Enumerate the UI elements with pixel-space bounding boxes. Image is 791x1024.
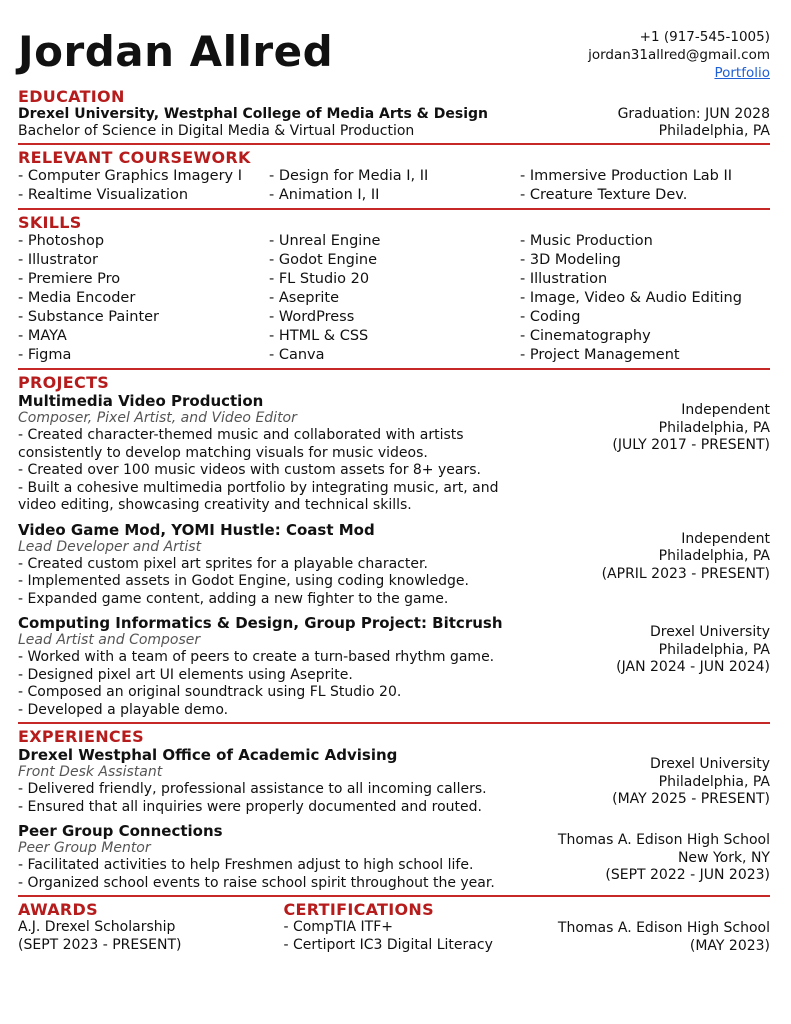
coursework-column bbox=[18, 167, 269, 205]
skill-item: - Figma bbox=[18, 347, 72, 363]
skill-item: - Media Encoder bbox=[18, 290, 136, 306]
skill-item: - Project Management bbox=[520, 347, 680, 363]
experiences-title: EXPERIENCES bbox=[18, 727, 145, 746]
experience-bullet: - Ensured that all inquiries were properly documented and routed. bbox=[18, 798, 482, 815]
skills-title: SKILLS bbox=[18, 213, 82, 232]
phone-number: +1 (917-545-1005) bbox=[639, 29, 770, 45]
projects-title: PROJECTS bbox=[18, 373, 110, 392]
course-item: - Realtime Visualization bbox=[18, 187, 189, 203]
skill-item: - Canva bbox=[269, 347, 325, 363]
section-divider bbox=[18, 368, 770, 370]
education-title: EDUCATION bbox=[18, 87, 125, 106]
skill-item: - Aseprite bbox=[269, 290, 340, 306]
project-bullet: - Created custom pixel art sprites for a playable character. bbox=[18, 555, 428, 572]
experience-entry bbox=[18, 746, 770, 816]
experience-title: Peer Group Connections bbox=[18, 822, 223, 840]
portfolio-link[interactable]: Portfolio bbox=[714, 65, 770, 81]
email-address: jordan31allred@gmail.com bbox=[588, 47, 770, 63]
skill-item: - Image, Video & Audio Editing bbox=[520, 290, 742, 306]
project-entry bbox=[18, 614, 770, 719]
project-bullet: - Designed pixel art UI elements using Aseprite. bbox=[18, 666, 353, 683]
experience-title: Drexel Westphal Office of Academic Advising bbox=[18, 746, 398, 764]
course-item: - Immersive Production Lab II bbox=[520, 168, 733, 184]
experience-org: Drexel University bbox=[649, 756, 770, 772]
graduation-date: Graduation: JUN 2028 bbox=[617, 106, 770, 122]
course-item: - Creature Texture Dev. bbox=[520, 187, 688, 203]
degree-name: Bachelor of Science in Digital Media & Virtual Production bbox=[18, 123, 415, 139]
project-org: Independent bbox=[681, 530, 770, 547]
project-bullet: - Worked with a team of peers to create a turn-based rhythm game. bbox=[18, 649, 495, 665]
experience-dates: (SEPT 2022 - JUN 2023) bbox=[605, 867, 770, 883]
skill-item: - Substance Painter bbox=[18, 309, 160, 325]
course-item: - Computer Graphics Imagery I bbox=[18, 168, 243, 184]
course-item: - Design for Media I, II bbox=[269, 168, 429, 184]
skill-item: - Photoshop bbox=[18, 233, 105, 249]
section-divider bbox=[18, 722, 770, 724]
experience-entry bbox=[18, 822, 770, 892]
education-section bbox=[18, 88, 770, 140]
skill-item: - Coding bbox=[520, 309, 581, 325]
experience-dates: (MAY 2025 - PRESENT) bbox=[612, 791, 770, 807]
project-bullet: - Created character-themed music and collaborated with artists consistently to develop matching visuals for music videos. bbox=[18, 427, 464, 461]
coursework-column bbox=[269, 167, 520, 205]
project-location: Philadelphia, PA bbox=[658, 548, 770, 564]
certification-org: Thomas A. Edison High School bbox=[557, 920, 770, 936]
skill-item: - MAYA bbox=[18, 328, 67, 344]
skill-item: - HTML & CSS bbox=[269, 328, 369, 344]
award-name: A.J. Drexel Scholarship bbox=[18, 919, 176, 935]
experience-location: New York, NY bbox=[677, 849, 770, 866]
skill-item: - Cinematography bbox=[520, 328, 651, 344]
project-role: Composer, Pixel Artist, and Video Editor bbox=[18, 410, 297, 426]
project-dates: (JAN 2024 - JUN 2024) bbox=[616, 659, 770, 675]
skill-item: - Unreal Engine bbox=[269, 233, 381, 249]
project-role: Lead Developer and Artist bbox=[18, 538, 202, 555]
award-dates: (SEPT 2023 - PRESENT) bbox=[18, 936, 182, 953]
resume-header bbox=[18, 28, 770, 88]
coursework-title: RELEVANT COURSEWORK bbox=[18, 148, 251, 167]
section-divider bbox=[18, 143, 770, 145]
certifications-title: CERTIFICATIONS bbox=[283, 900, 434, 919]
certifications-block bbox=[283, 901, 543, 955]
project-bullet: - Implemented assets in Godot Engine, using coding knowledge. bbox=[18, 573, 469, 589]
coursework-column bbox=[520, 167, 770, 205]
skill-item: - Godot Engine bbox=[269, 252, 378, 268]
experience-bullet: - Delivered friendly, professional assistance to all incoming callers. bbox=[18, 781, 487, 797]
skill-item: - Illustrator bbox=[18, 252, 98, 268]
experience-org: Thomas A. Edison High School bbox=[557, 832, 770, 848]
project-role: Lead Artist and Composer bbox=[18, 632, 201, 648]
skills-column bbox=[269, 232, 520, 365]
experiences-section bbox=[18, 728, 770, 892]
section-divider bbox=[18, 895, 770, 897]
project-entry bbox=[18, 521, 770, 609]
awards-certifications-section bbox=[18, 901, 770, 955]
project-org: Independent bbox=[681, 402, 770, 418]
contact-block bbox=[588, 28, 770, 82]
certification-dates: (MAY 2023) bbox=[689, 937, 770, 954]
skill-item: - FL Studio 20 bbox=[269, 271, 370, 287]
project-location: Philadelphia, PA bbox=[658, 641, 770, 658]
skill-item: - 3D Modeling bbox=[520, 252, 621, 268]
certification-item: - CompTIA ITF+ bbox=[283, 919, 393, 935]
awards-block bbox=[18, 901, 269, 955]
course-item: - Animation I, II bbox=[269, 187, 380, 203]
skills-section bbox=[18, 214, 770, 365]
projects-section bbox=[18, 374, 770, 719]
skill-item: - WordPress bbox=[269, 309, 355, 325]
project-bullet: - Built a cohesive multimedia portfolio by integrating music, art, and video editing, showcasing creativity and technical skills. bbox=[18, 479, 499, 513]
certifications-meta bbox=[558, 901, 770, 955]
project-bullet: - Composed an original soundtrack using FL Studio 20. bbox=[18, 684, 402, 700]
project-title: Computing Informatics & Design, Group Project: Bitcrush bbox=[18, 614, 503, 632]
project-title: Video Game Mod, YOMI Hustle: Coast Mod bbox=[18, 520, 375, 539]
project-location: Philadelphia, PA bbox=[658, 419, 770, 436]
project-entry bbox=[18, 392, 770, 515]
project-dates: (JULY 2017 - PRESENT) bbox=[612, 437, 770, 453]
project-bullet: - Developed a playable demo. bbox=[18, 701, 229, 718]
project-bullet: - Expanded game content, adding a new fighter to the game. bbox=[18, 590, 449, 607]
certification-item: - Certiport IC3 Digital Literacy bbox=[283, 936, 493, 953]
skill-item: - Music Production bbox=[520, 233, 653, 249]
candidate-name: Jordan Allred bbox=[18, 27, 334, 76]
project-dates: (APRIL 2023 - PRESENT) bbox=[601, 565, 770, 582]
skill-item: - Premiere Pro bbox=[18, 271, 121, 287]
experience-bullet: - Organized school events to raise school spirit throughout the year. bbox=[18, 874, 495, 891]
skill-item: - Illustration bbox=[520, 271, 608, 287]
resume-page bbox=[18, 22, 770, 955]
coursework-section bbox=[18, 149, 770, 205]
project-bullet: - Created over 100 music videos with custom assets for 8+ years. bbox=[18, 462, 481, 478]
skills-column bbox=[520, 232, 770, 365]
experience-role: Front Desk Assistant bbox=[18, 764, 163, 780]
project-org: Drexel University bbox=[649, 624, 770, 640]
experience-location: Philadelphia, PA bbox=[658, 773, 770, 790]
project-title: Multimedia Video Production bbox=[18, 392, 264, 410]
awards-title: AWARDS bbox=[18, 900, 98, 919]
school-location: Philadelphia, PA bbox=[658, 123, 770, 139]
skills-column bbox=[18, 232, 269, 365]
section-divider bbox=[18, 208, 770, 210]
experience-role: Peer Group Mentor bbox=[18, 840, 151, 856]
school-name: Drexel University, Westphal College of Media Arts & Design bbox=[18, 106, 488, 122]
experience-bullet: - Facilitated activities to help Freshmen adjust to high school life. bbox=[18, 857, 474, 873]
